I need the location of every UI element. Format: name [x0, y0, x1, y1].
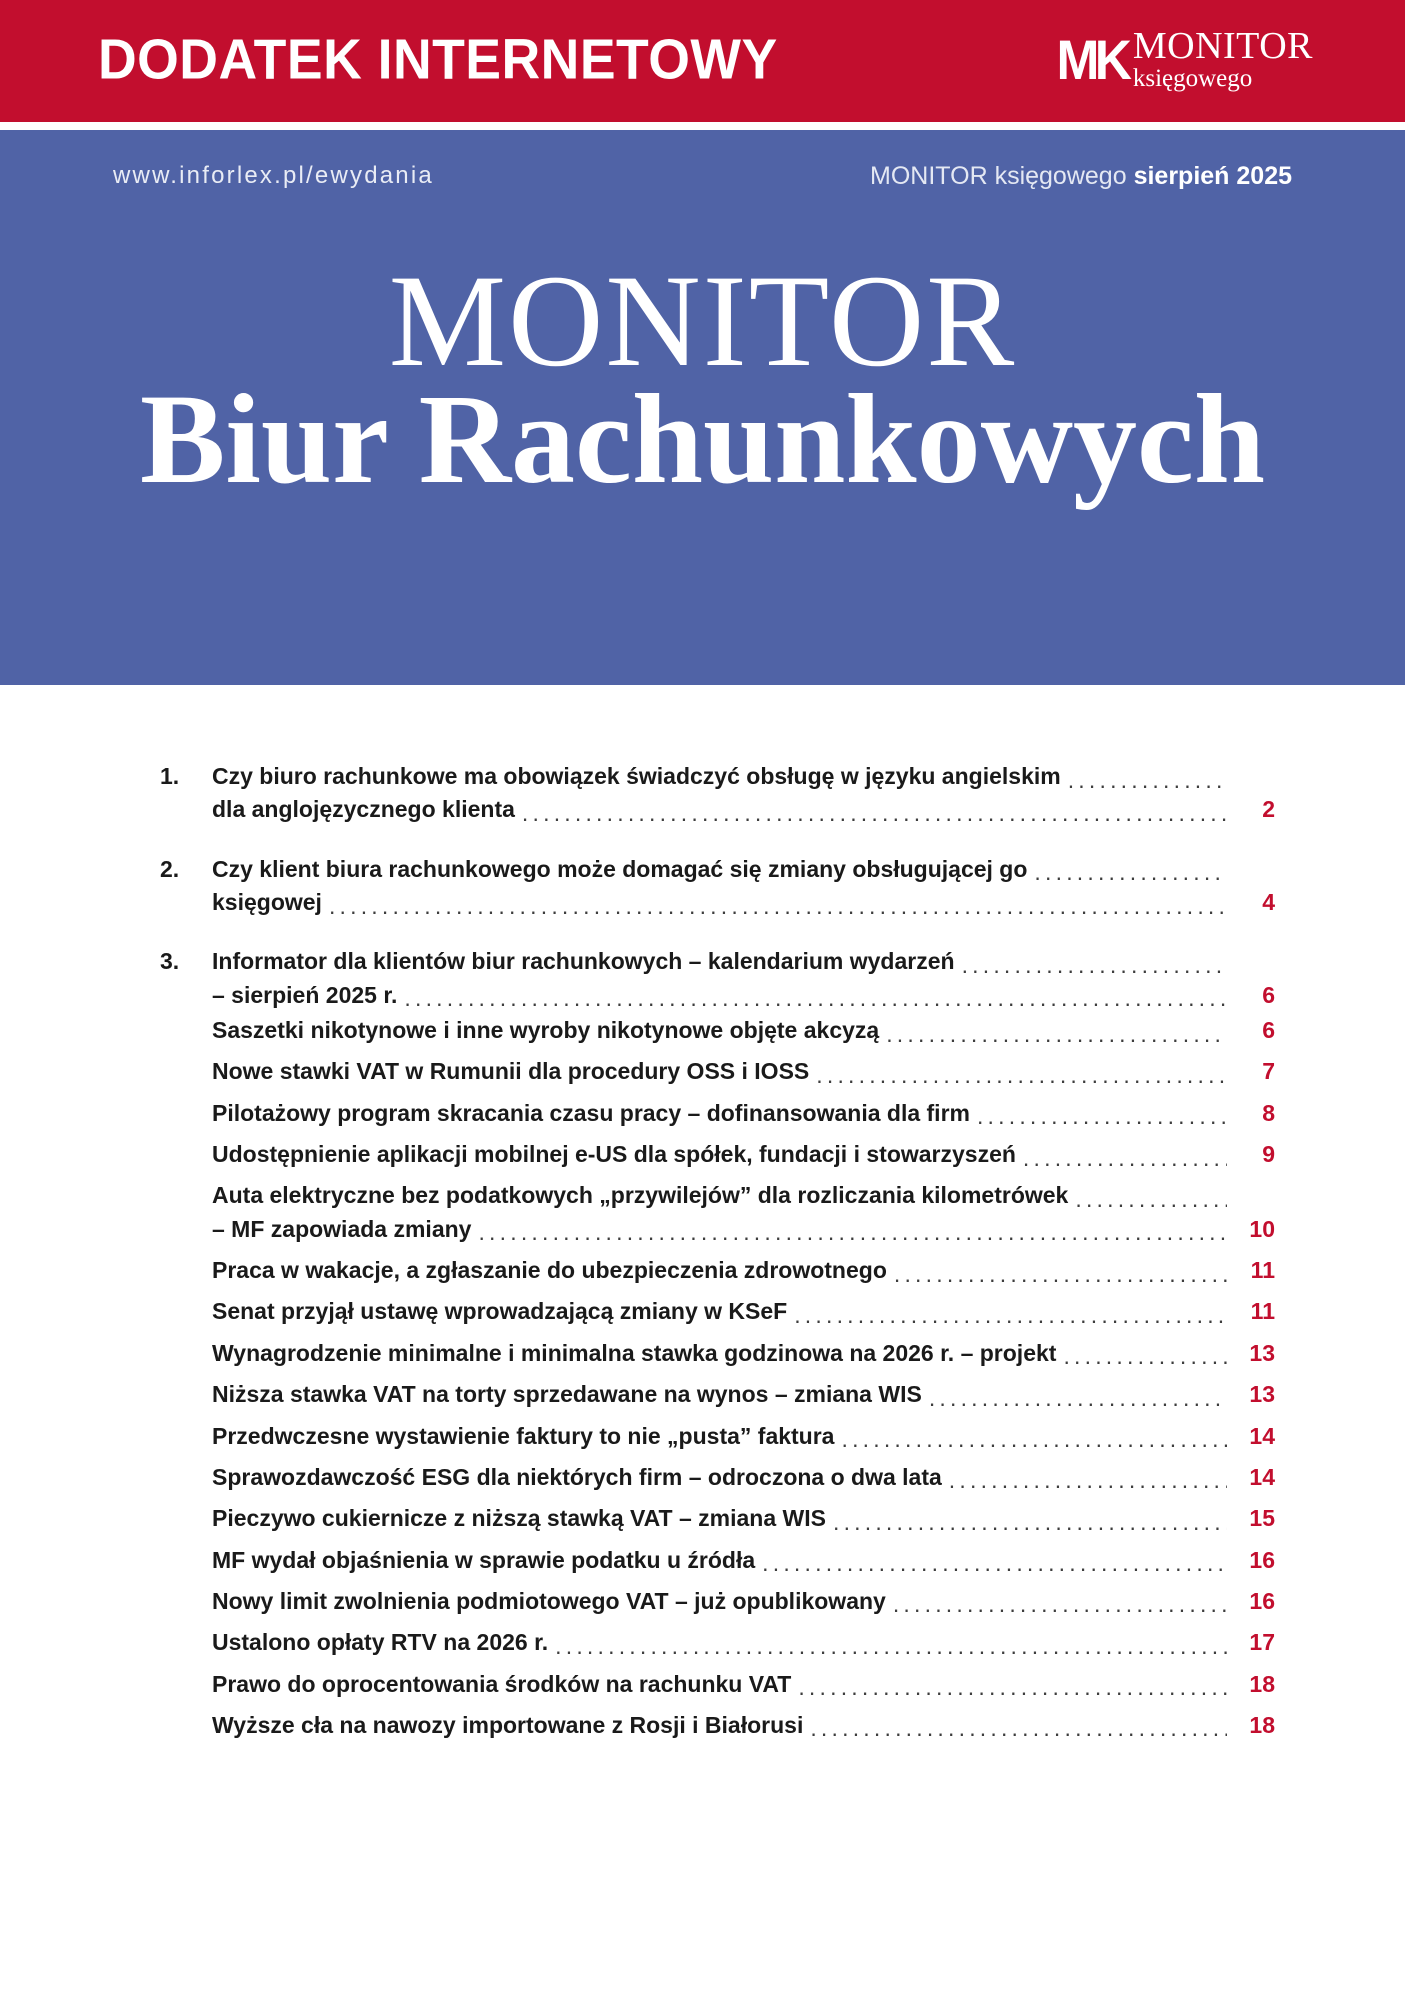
dot-leader [949, 1478, 1227, 1494]
toc-page-number[interactable]: 11 [1250, 1298, 1275, 1325]
band-divider [0, 122, 1405, 130]
toc-line[interactable] [212, 1668, 1275, 1701]
toc-page-number[interactable]: 13 [1249, 1381, 1275, 1408]
toc-entry-title: Pieczywo cukiernicze z niższą stawką VAT – zmiana WIS [212, 1505, 826, 1532]
dot-leader [962, 963, 1227, 979]
toc-line[interactable] [212, 1295, 1275, 1328]
toc-subitem[interactable] [212, 1544, 1275, 1577]
toc-subitem[interactable] [212, 1014, 1275, 1047]
dot-leader [794, 1313, 1227, 1329]
toc-entry-title: Wynagrodzenie minimalne i minimalna stawka godzinowa na 2026 r. – projekt [212, 1339, 1057, 1366]
toc-entry-title: Praca w wakacje, a zgłaszanie do ubezpieczenia zdrowotnego [212, 1257, 887, 1284]
toc-subitem[interactable] [212, 1502, 1275, 1535]
dot-leader [1075, 1197, 1227, 1213]
dot-leader [810, 1726, 1227, 1742]
dot-leader [329, 903, 1227, 919]
toc-line[interactable] [212, 1179, 1275, 1212]
toc-page-number[interactable]: 6 [1262, 1017, 1275, 1044]
toc-entry-title: dla anglojęzycznego klienta [212, 796, 515, 823]
dot-leader [893, 1602, 1227, 1618]
toc-subitem[interactable] [212, 1585, 1275, 1618]
toc-subitem[interactable] [212, 1179, 1275, 1246]
toc-subitem[interactable] [212, 1138, 1275, 1171]
toc-page-number[interactable]: 10 [1249, 1215, 1275, 1242]
toc-line[interactable] [212, 1502, 1275, 1535]
toc-entry-title: Wyższe cła na nawozy importowane z Rosji i Białorusi [212, 1711, 804, 1738]
dot-leader [886, 1031, 1227, 1047]
toc-page-number[interactable]: 7 [1262, 1058, 1275, 1085]
table-of-contents [160, 760, 1275, 1776]
toc-page-number[interactable]: 11 [1250, 1257, 1275, 1284]
dot-leader [841, 1437, 1227, 1453]
toc-subitem-list [212, 1014, 1275, 1742]
toc-entry-title: księgowej [212, 889, 322, 916]
website-url[interactable]: www.inforlex.pl/ewydania [113, 162, 434, 189]
toc-line[interactable] [212, 1138, 1275, 1171]
toc-page-number[interactable]: 18 [1249, 1711, 1275, 1738]
toc-section-number: 3. [160, 948, 180, 975]
toc-entry-title: Sprawozdawczość ESG dla niektórych firm – odroczona o dwa lata [212, 1463, 942, 1490]
mk-logo-line-ksiegowego: księgowego [1132, 65, 1253, 93]
toc-page-number[interactable]: 17 [1249, 1629, 1275, 1656]
dot-leader [1063, 1354, 1227, 1370]
dot-leader [929, 1396, 1227, 1412]
issue-magazine-name: MONITOR księgowego [870, 162, 1127, 190]
toc-subitem[interactable] [212, 1097, 1275, 1130]
toc-line[interactable] [212, 1585, 1275, 1618]
hero-meta-row [0, 162, 1405, 196]
dot-leader [478, 1230, 1227, 1246]
dot-leader [798, 1685, 1227, 1701]
toc-line[interactable] [212, 1544, 1275, 1577]
toc-entry-title: Udostępnienie aplikacji mobilnej e-US dla spółek, fundacji i stowarzyszeń [212, 1141, 1016, 1168]
toc-section-number: 1. [160, 763, 180, 789]
toc-page-number[interactable]: 4 [1262, 889, 1275, 916]
toc-entry-title: Saszetki nikotynowe i inne wyroby nikotynowe objęte akcyzą [212, 1017, 880, 1044]
toc-entry-title: Senat przyjął ustawę wprowadzającą zmiany w KSeF [212, 1298, 788, 1325]
mk-monitor-logo [1050, 27, 1313, 92]
toc-section-body [212, 853, 1275, 920]
toc-subitem[interactable] [212, 1295, 1275, 1328]
toc-line[interactable] [212, 1014, 1275, 1047]
toc-section-body [212, 760, 1275, 827]
toc-entry-title: Przedwczesne wystawienie faktury to nie „pusta” faktura [212, 1422, 835, 1449]
dot-leader [894, 1271, 1227, 1287]
toc-entry-title: Pilotażowy program skracania czasu pracy – dofinansowania dla firm [212, 1099, 970, 1126]
toc-line[interactable] [212, 945, 1275, 978]
toc-line[interactable] [212, 1626, 1275, 1659]
issue-date: sierpień 2025 [1133, 162, 1292, 190]
toc-page-number[interactable]: 8 [1262, 1099, 1275, 1126]
toc-line[interactable] [212, 760, 1275, 793]
toc-subitem[interactable] [212, 1337, 1275, 1370]
toc-page-number[interactable]: 2 [1262, 796, 1275, 823]
toc-entry-title: – sierpień 2025 r. [212, 981, 398, 1008]
toc-entry-title: Informator dla klientów biur rachunkowych – kalendarium wydarzeń [212, 948, 955, 975]
toc-page-number[interactable]: 6 [1262, 981, 1275, 1008]
dot-leader [555, 1644, 1227, 1660]
toc-entry-title: Niższa stawka VAT na torty sprzedawane na wynos – zmiana WIS [212, 1381, 922, 1408]
toc-page-number[interactable]: 9 [1262, 1141, 1275, 1168]
toc-subitem[interactable] [212, 1254, 1275, 1287]
dot-leader [1023, 1155, 1227, 1171]
toc-line[interactable] [212, 1461, 1275, 1494]
toc-page-number[interactable]: 15 [1249, 1505, 1275, 1532]
toc-section-number: 2. [160, 855, 180, 882]
toc-line[interactable] [212, 793, 1275, 826]
mk-monogram-icon: MK [1056, 27, 1128, 91]
toc-line[interactable] [212, 853, 1275, 886]
toc-subitem[interactable] [212, 1378, 1275, 1411]
dot-leader [816, 1073, 1227, 1089]
toc-subitem[interactable] [212, 1461, 1275, 1494]
masthead-banner [0, 0, 1405, 122]
toc-page-number[interactable]: 14 [1249, 1463, 1275, 1490]
toc-line[interactable] [212, 1097, 1275, 1130]
toc-line[interactable] [212, 1709, 1275, 1742]
publication-subtitle: Biur Rachunkowych [139, 368, 1266, 510]
hero-band [0, 130, 1405, 685]
dot-leader [833, 1520, 1227, 1536]
toc-section[interactable] [160, 853, 1275, 920]
toc-line[interactable] [212, 1420, 1275, 1453]
toc-page-number[interactable]: 14 [1249, 1422, 1275, 1449]
toc-entry-title: Czy biuro rachunkowe ma obowiązek świadczyć obsługę w języku angielskim [212, 763, 1061, 789]
mk-logo-wordmark [1133, 27, 1313, 92]
toc-line[interactable] [212, 886, 1275, 919]
toc-section[interactable] [160, 945, 1275, 1750]
toc-subitem[interactable] [212, 1668, 1275, 1701]
publication-title: MONITOR [388, 247, 1017, 394]
mk-logo-line-monitor: MONITOR [1132, 25, 1313, 68]
toc-section-body [212, 945, 1275, 1750]
dot-leader [522, 811, 1227, 827]
toc-subitem[interactable] [212, 1626, 1275, 1659]
toc-subitem[interactable] [212, 1055, 1275, 1088]
toc-entry-title: Nowe stawki VAT w Rumunii dla procedury OSS i IOSS [212, 1058, 810, 1085]
dot-leader [762, 1561, 1227, 1577]
toc-line[interactable] [212, 1254, 1275, 1287]
toc-line[interactable] [212, 1378, 1275, 1411]
toc-line[interactable] [212, 1213, 1275, 1246]
dot-leader [1034, 870, 1227, 886]
toc-line[interactable] [212, 1055, 1275, 1088]
toc-entry-title: Nowy limit zwolnienia podmiotowego VAT – już opublikowany [212, 1587, 886, 1614]
toc-page-number[interactable]: 16 [1249, 1587, 1275, 1614]
toc-section[interactable] [160, 760, 1275, 827]
toc-subitem[interactable] [212, 1420, 1275, 1453]
toc-subitem[interactable] [212, 1709, 1275, 1742]
toc-entry-title: MF wydał objaśnienia w sprawie podatku u źródła [212, 1546, 756, 1573]
toc-page-number[interactable]: 16 [1249, 1546, 1275, 1573]
toc-entry-title: Prawo do oprocentowania środków na rachunku VAT [212, 1670, 792, 1697]
issue-label [870, 162, 1292, 191]
masthead-title: DODATEK INTERNETOWY [98, 27, 778, 92]
toc-line[interactable] [212, 979, 1275, 1012]
dot-leader [977, 1114, 1227, 1130]
toc-entry-title: Ustalono opłaty RTV na 2026 r. [212, 1629, 549, 1656]
dot-leader [1068, 777, 1227, 793]
toc-entry-title: Czy klient biura rachunkowego może domagać się zmiany obsługującej go [212, 855, 1028, 882]
toc-page-number[interactable]: 13 [1249, 1339, 1275, 1366]
dot-leader [404, 996, 1227, 1012]
toc-entry-title: – MF zapowiada zmiany [212, 1215, 472, 1242]
toc-line[interactable] [212, 1337, 1275, 1370]
toc-page-number[interactable]: 18 [1249, 1670, 1275, 1697]
toc-entry-title: Auta elektryczne bez podatkowych „przywilejów” dla rozliczania kilometrówek [212, 1182, 1069, 1209]
